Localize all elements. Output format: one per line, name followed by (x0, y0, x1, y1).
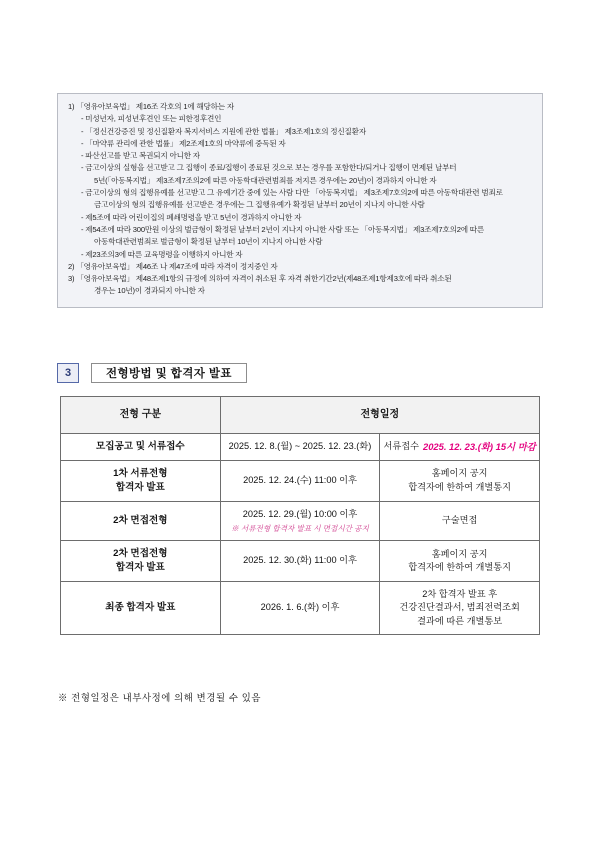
row-date-main: 2025. 12. 30.(화) 11:00 이후 (243, 555, 357, 566)
row-detail-line: 건강진단결과서, 범죄전력조회 (399, 602, 520, 613)
row-detail-line: 구술면접 (441, 515, 478, 526)
row-date-main: 2025. 12. 8.(월) ~ 2025. 12. 23.(화) (228, 441, 372, 452)
table-row (61, 434, 540, 461)
row-label: 최종 합격자 발표 (61, 581, 221, 634)
notice-line: - 금고이상의 실형을 선고받고 그 집행이 종료/집행이 종료된 것으로 보는 경우를 포함한다/되거나 집행이 면제된 날부터 (81, 163, 457, 173)
row-detail (380, 581, 540, 634)
table-row (61, 460, 540, 501)
notice-line: - 제23조의3에 따른 교육명령을 이행하지 아니한 자 (81, 249, 243, 259)
row-detail-line: 합격자에 한하여 개별통지 (408, 481, 512, 492)
disqualification-notice-box (57, 93, 543, 308)
row-label: 2차 면접전형 (61, 501, 221, 540)
row-date-note: ※ 서류전형 합격자 발표 시 면접시간 공지 (231, 524, 369, 534)
notice-line: - 제54조에 따라 300만원 이상의 벌금형이 확정된 날부터 2년이 지나지 아니한 사람 또는 「아동복지법」 제3조제7호의2에 따른 (81, 224, 485, 234)
row-detail-line: 결과에 따른 개별통보 (417, 615, 503, 626)
row-label: 1차 서류전형 합격자 발표 (61, 460, 221, 501)
row-detail (380, 501, 540, 540)
section-heading (57, 363, 247, 383)
row-detail-prefix: 서류접수 (383, 441, 419, 452)
notice-line: 아동학대관련범죄로 벌금형이 확정된 날부터 10년이 지나지 아니한 사람 (94, 237, 323, 247)
table-row (61, 501, 540, 540)
notice-line: - 파산선고를 받고 복권되지 아니한 자 (81, 151, 200, 161)
table-row (61, 581, 540, 634)
row-date-main: 2026. 1. 6.(화) 이후 (260, 602, 340, 613)
row-date (220, 501, 380, 540)
header-schedule: 전형일정 (220, 397, 539, 434)
schedule-footnote: ※ 전형일정은 내부사정에 의해 변경될 수 있음 (58, 692, 262, 703)
row-date (220, 581, 380, 634)
header-category: 전형 구분 (61, 397, 221, 434)
section-number: 3 (57, 363, 79, 383)
row-label: 모집공고 및 서류접수 (61, 434, 221, 461)
row-detail-deadline: 2025. 12. 23.(화) 15시 마감 (422, 441, 536, 453)
row-detail (380, 434, 540, 461)
notice-line: 2) 「영유아보육법」 제46조 나 제47조에 따라 자격이 정지중인 자 (68, 261, 278, 271)
notice-line: 1) 「영유아보육법」 제16조 각호의 1에 해당하는 자 (68, 102, 234, 111)
section-title: 전형방법 및 합격자 발표 (91, 363, 247, 383)
row-date (220, 434, 380, 461)
row-label: 2차 면접전형 합격자 발표 (61, 541, 221, 582)
row-detail-line: 홈페이지 공지 (431, 548, 488, 559)
notice-line: - 「정신건강증진 및 정신질환자 복지서비스 지원에 관한 법률」 제3조제1호의 정신질환자 (81, 126, 366, 136)
row-detail-line: 2차 합격자 발표 후 (422, 588, 498, 599)
row-date (220, 541, 380, 582)
notice-line: - 금고이상의 형의 집행유예를 선고받고 그 유예기간 중에 있는 사람 다만 「아동복지법」 제3조제7호의2에 따른 아동학대관련 범죄로 (81, 188, 503, 198)
row-date (220, 460, 380, 501)
row-date-main: 2025. 12. 29.(월) 10:00 이후 (242, 508, 358, 519)
row-detail (380, 460, 540, 501)
notice-line: 3) 「영유아보육법」 제48조제1항의 규정에 의하여 자격이 취소된 후 자격 취한기간2년(제48조제1항제3호에 따라 취소된 (68, 274, 452, 284)
notice-line: 5년(「아동복지법」 제3조제7조의2에 따른 아동학대관련범죄를 저지른 경우에는 20년)이 경과하지 아니한 자 (94, 175, 437, 185)
notice-line: - 미성년자, 피성년후견인 또는 피한정후견인 (81, 114, 222, 124)
row-detail-line: 합격자에 한하여 개별통지 (408, 561, 512, 572)
table-header-row (61, 397, 540, 434)
notice-line: 금고이상의 형의 집행유예를 선고받은 경우에는 그 집행유예가 확정된 날부터 20년이 지나지 아니한 사람 (94, 200, 425, 210)
row-detail (380, 541, 540, 582)
row-date-main: 2025. 12. 24.(수) 11:00 이후 (243, 475, 357, 486)
notice-line: 경우는 10년)이 경과되지 아니한 자 (94, 286, 205, 296)
notice-line: - 「마약류 관리에 관한 법률」 제2조제1호의 마약류에 중독된 자 (81, 138, 286, 148)
schedule-table (60, 396, 540, 635)
row-detail-line: 홈페이지 공지 (431, 468, 488, 479)
notice-line: - 제5조에 따라 어린이집의 폐쇄명령을 받고 5년이 경과하지 아니한 자 (81, 212, 302, 222)
table-row (61, 541, 540, 582)
